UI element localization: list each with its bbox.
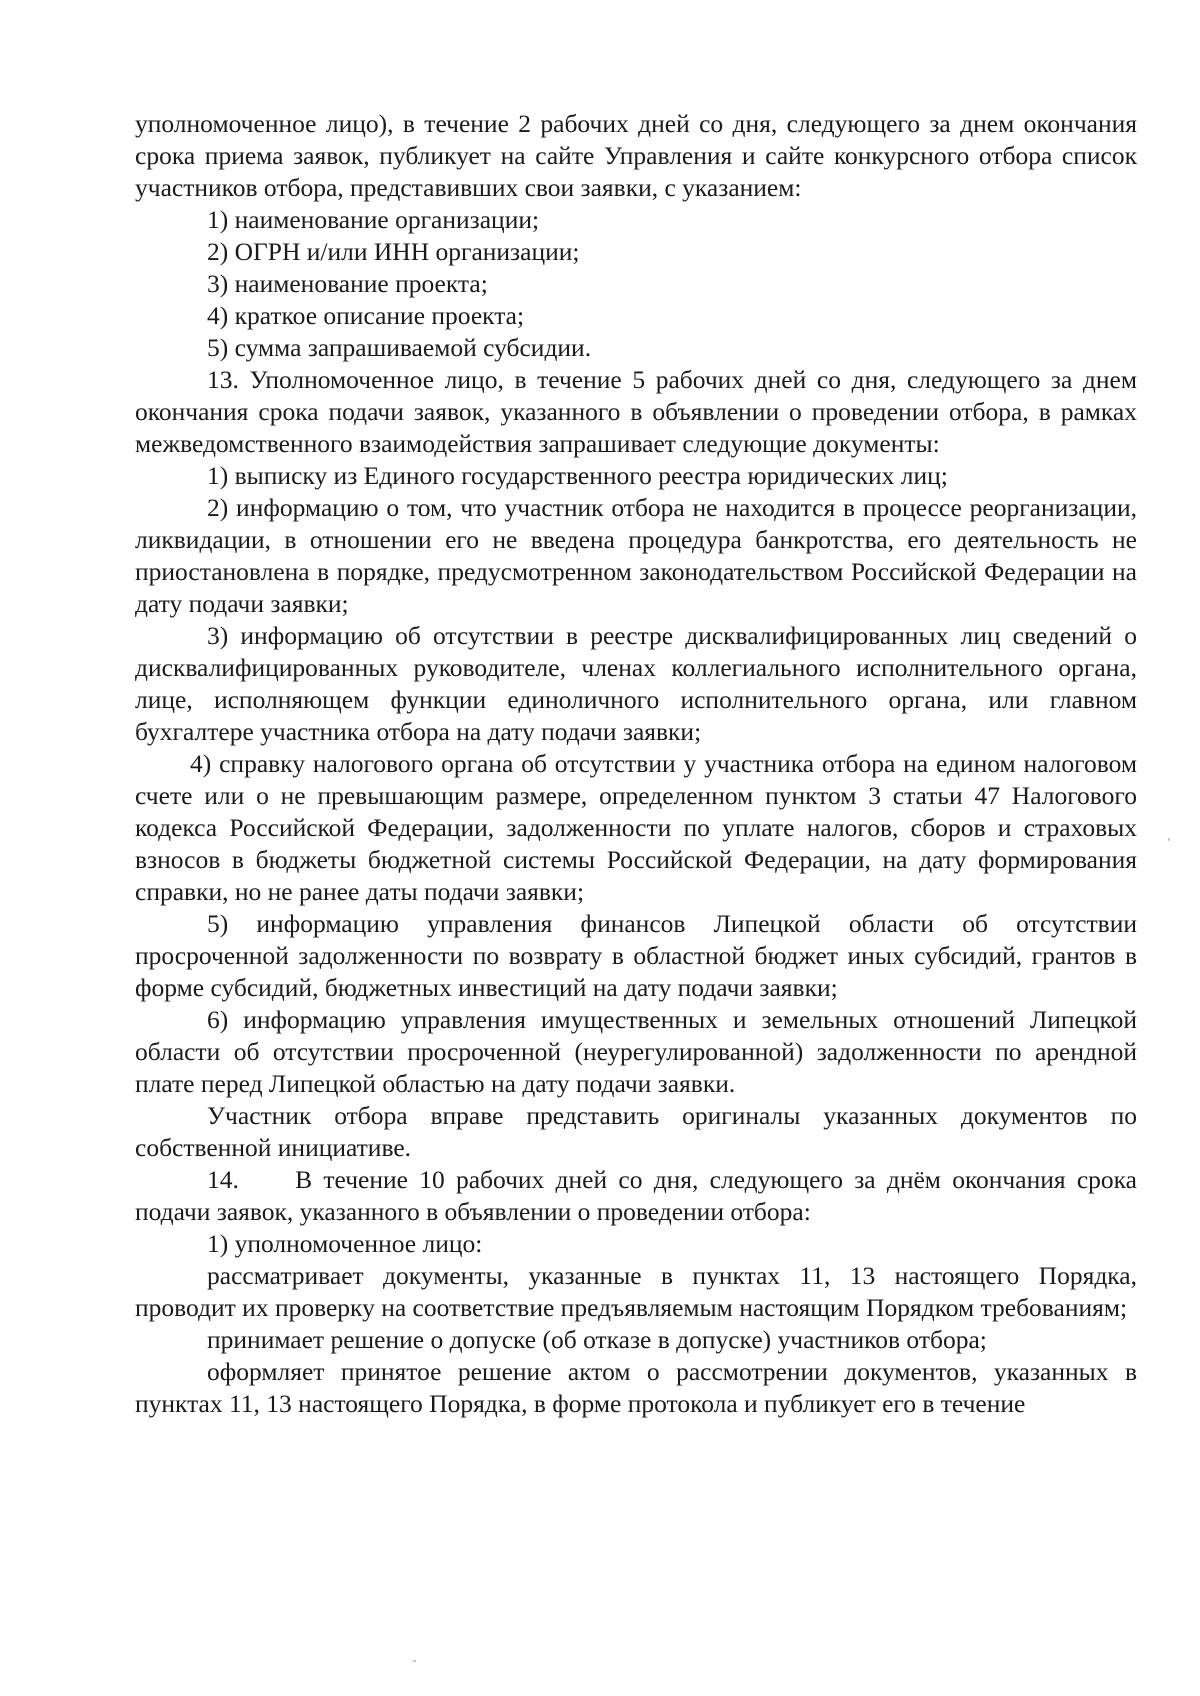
- list-item: 6) информацию управления имущественных и земельных отношений Липецкой области об отсутствии просроченной (неурегулированной) задолженности по арендной плате перед Липецкой областью на дату подачи заявки.: [135, 1005, 1137, 1098]
- list-item: 3) информацию об отсутствии в реестре дисквалифицированных лиц сведений о дисквалифицированных руководителе, членах коллегиального исполнительного органа, лице, исполняющем функции единоличного исполнительного органа, или главном бухгалтере участника отбора на дату подачи заявки;: [135, 621, 1137, 746]
- list-item: 2) информацию о том, что участник отбора не находится в процессе реорганизации, ликвидации, в отношении его не введена процедура банкротства, его деятельность не приостановлена в порядке, предусмотренном законодательством Российской Федерации на дату подачи заявки;: [135, 493, 1137, 618]
- paragraph-intro: уполномоченное лицо), в течение 2 рабочих дней со дня, следующего за днем окончания срока приема заявок, публикует на сайте Управления и сайте конкурсного отбора список участников отбора, представивших свои заявки, с указанием:: [135, 109, 1137, 202]
- document-body: [135, 108, 1137, 1420]
- list-item: 3) наименование проекта;: [207, 269, 488, 298]
- list-item: 4) краткое описание проекта;: [207, 301, 525, 330]
- scan-artifact: [413, 1660, 416, 1662]
- list-item: 1) наименование организации;: [207, 205, 540, 234]
- paragraph-action: рассматривает документы, указанные в пунктах 11, 13 настоящего Порядка, проводит их проверку на соответствие предъявляемым настоящим Порядком требованиям;: [135, 1261, 1137, 1322]
- paragraph-action: принимает решение о допуске (об отказе в допуске) участников отбора;: [207, 1325, 987, 1354]
- paragraph-13: 13. Уполномоченное лицо, в течение 5 рабочих дней со дня, следующего за днем окончания срока подачи заявок, указанного в объявлении о проведении отбора, в рамках межведомственного взаимодействия запрашивает следующие документы:: [135, 365, 1137, 458]
- paragraph-action: оформляет принятое решение актом о рассмотрении документов, указанных в пунктах 11, 13 настоящего Порядка, в форме протокола и публикует его в течение: [135, 1357, 1137, 1418]
- paragraph-14: 14. В течение 10 рабочих дней со дня, следующего за днём окончания срока подачи заявок, указанного в объявлении о проведении отбора:: [135, 1165, 1137, 1226]
- list-item: 2) ОГРН и/или ИНН организации;: [207, 237, 580, 266]
- paragraph-note: Участник отбора вправе представить оригиналы указанных документов по собственной инициативе.: [135, 1101, 1137, 1162]
- list-item: 1) выписку из Единого государственного реестра юридических лиц;: [207, 461, 948, 490]
- list-item: 1) уполномоченное лицо:: [207, 1229, 483, 1258]
- list-item: 4) справку налогового органа об отсутствии у участника отбора на едином налоговом счете или о не превышающим размере, определенном пунктом 3 статьи 47 Налогового кодекса Российской Федерации, задолженности по уплате налогов, сборов и страховых взносов в бюджеты бюджетной системы Российской Федерации, на дату формирования справки, но не ранее даты подачи заявки;: [135, 749, 1137, 906]
- list-item: 5) сумма запрашиваемой субсидии.: [207, 333, 592, 362]
- scan-artifact: [1168, 838, 1170, 841]
- list-item: 5) информацию управления финансов Липецкой области об отсутствии просроченной задолженности по возврату в областной бюджет иных субсидий, грантов в форме субсидий, бюджетных инвестиций на дату подачи заявки;: [135, 909, 1137, 1002]
